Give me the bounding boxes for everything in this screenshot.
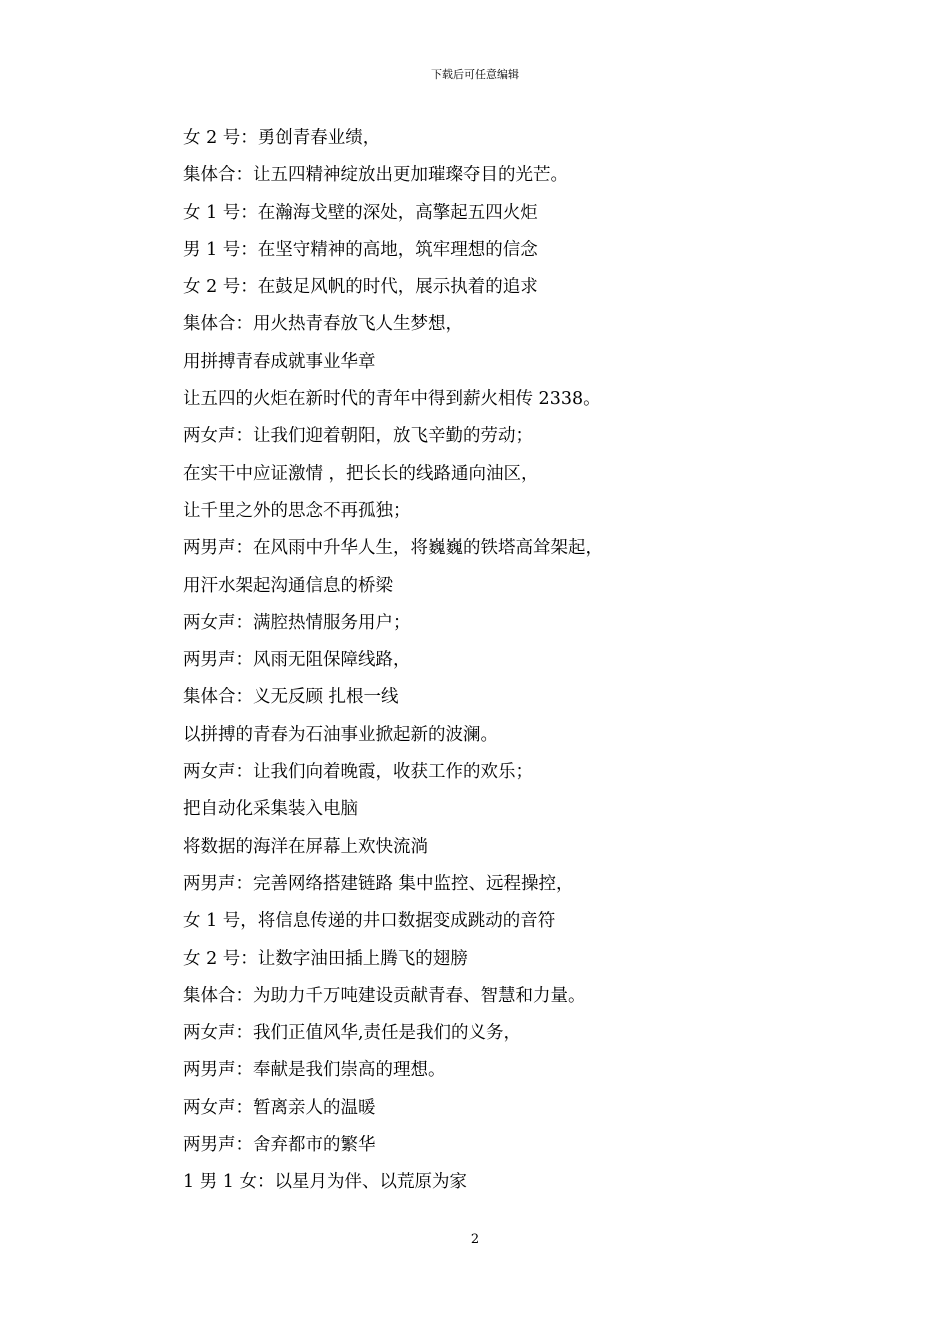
script-line: 集体合：让五四精神绽放出更加璀璨夺目的光芒。 <box>183 165 568 186</box>
script-line: 用汗水架起沟通信息的桥梁 <box>183 575 393 596</box>
script-line: 两男声：完善网络搭建链路 集中监控、远程操控， <box>183 873 574 894</box>
page-header-note: 下载后可任意编辑 <box>431 68 519 81</box>
script-line: 两女声：暂离亲人的温暖 <box>183 1097 376 1118</box>
script-line: 以拼搏的青春为石油事业掀起新的波澜。 <box>183 724 498 745</box>
script-line: 两女声：满腔热情服务用户； <box>183 612 411 633</box>
script-line: 两男声：在风雨中升华人生，将巍巍的铁塔高耸架起， <box>183 538 603 559</box>
script-line: 把自动化采集装入电脑 <box>183 799 358 820</box>
script-line: 两女声：让我们向着晚霞，收获工作的欢乐； <box>183 762 533 783</box>
script-line: 女 2 号：勇创青春业绩， <box>183 128 381 148</box>
script-line: 两男声：奉献是我们崇高的理想。 <box>183 1060 446 1081</box>
script-line: 集体合：义无反顾 扎根一线 <box>183 687 399 708</box>
script-line: 集体合：用火热青春放飞人生梦想， <box>183 314 463 335</box>
script-line: 1 男 1 女：以星月为伴、以荒原为家 <box>183 1172 467 1193</box>
script-line: 将数据的海洋在屏幕上欢快流淌 <box>183 836 428 857</box>
script-line: 两男声：舍弃都市的繁华 <box>183 1135 376 1156</box>
script-line: 在实干中应证激情 ，把长长的线路通向油区， <box>183 463 539 484</box>
script-line: 男 1 号：在坚守精神的高地，筑牢理想的信念 <box>183 239 538 260</box>
script-line: 女 1 号：在瀚海戈壁的深处，高擎起五四火炬 <box>183 202 538 223</box>
script-line: 两男声：风雨无阻保障线路， <box>183 650 411 671</box>
script-line: 集体合：为助力千万吨建设贡献青春、智慧和力量。 <box>183 985 586 1006</box>
script-line: 两女声：让我们迎着朝阳，放飞辛勤的劳动； <box>183 426 533 447</box>
script-body <box>183 120 823 1202</box>
script-line: 女 2 号：在鼓足风帆的时代，展示执着的追求 <box>183 277 538 298</box>
script-line: 用拼搏青春成就事业华章 <box>183 351 376 372</box>
script-line: 女 1 号，将信息传递的井口数据变成跳动的音符 <box>183 911 556 932</box>
script-line: 让千里之外的思念不再孤独； <box>183 500 411 521</box>
script-line: 让五四的火炬在新时代的青年中得到薪火相传 2338。 <box>183 389 601 410</box>
script-line: 女 2 号：让数字油田插上腾飞的翅膀 <box>183 948 468 969</box>
page-number: 2 <box>470 1232 480 1247</box>
script-line: 两女声：我们正值风华,责任是我们的义务， <box>183 1023 522 1044</box>
